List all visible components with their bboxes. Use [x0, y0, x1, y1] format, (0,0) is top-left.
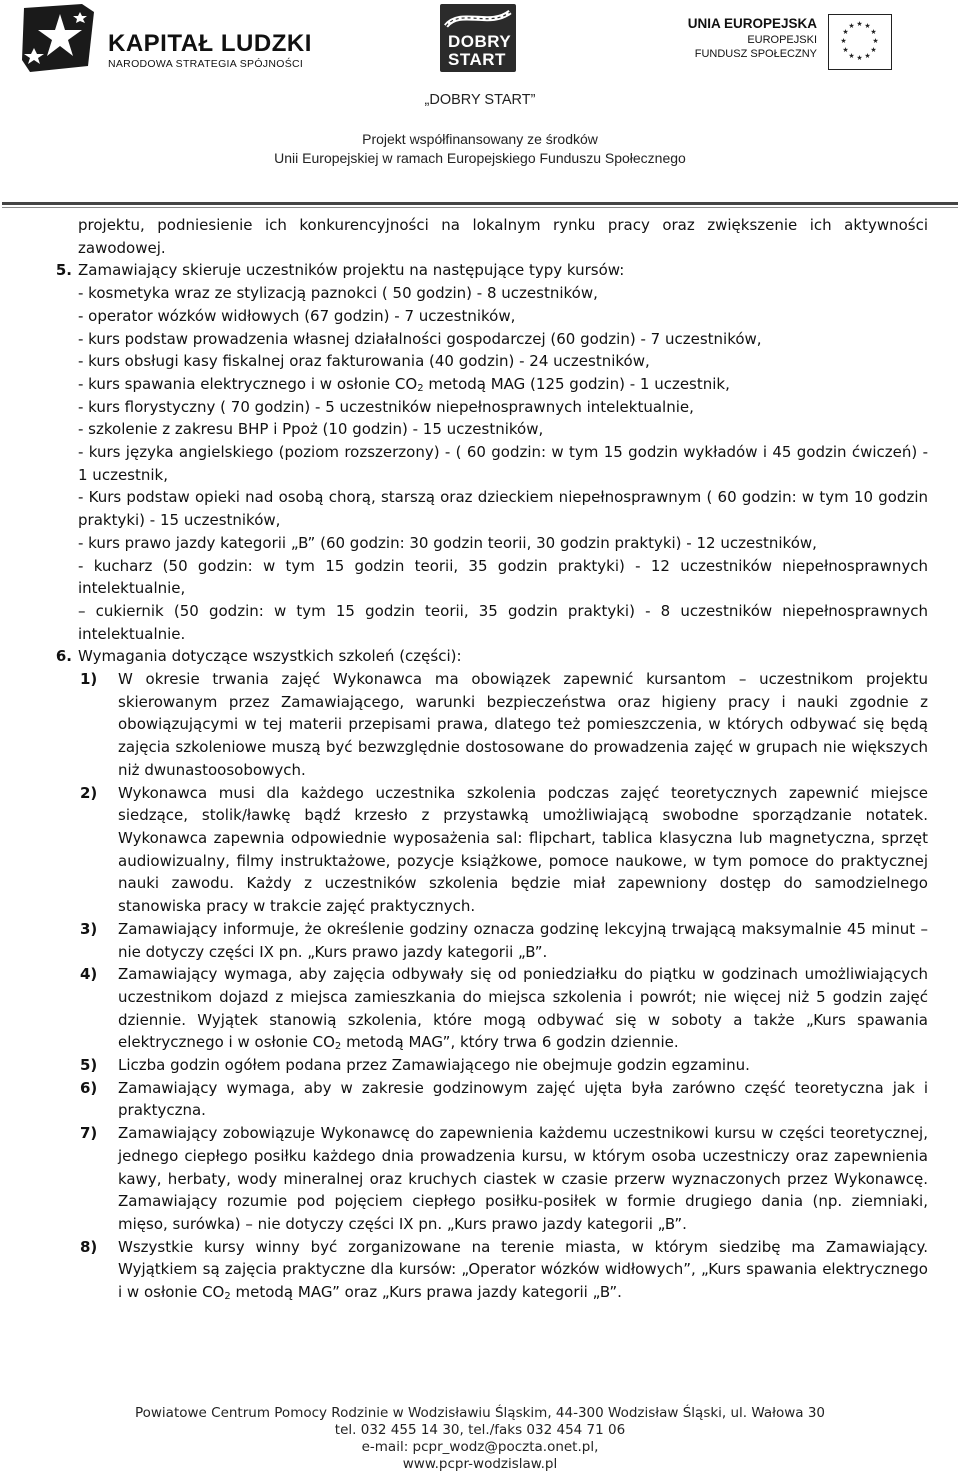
document-body [55, 214, 928, 1304]
page-footer [0, 1405, 960, 1473]
eu-line3: FUNDUSZ SPOŁECZNY [694, 48, 817, 60]
section-6-number: 6. [55, 647, 72, 666]
list-item: - kurs florystyczny ( 70 godzin) - 5 uczestników niepełnosprawnych intelektualnie, [78, 397, 694, 416]
requirement-item: 2) Wykonawca musi dla każdego uczestnika szkolenia podczas zajęć teoretycznych zapewnić miejsce siedzące, stolik/ławkę bądź krzesło z przystawką umożliwiającą swobodne sporządzanie notatek. Wykonawca zapewnia odpowiednie wyposażenia sal: flipchart, tablica klasyczna lub magnetyczna, sprzęt audiowizualny, filmy instruktażowe, pozycje książkowe, pomoce naukowe, w tym pomoce do praktycznej nauki zawodu. Każdy z uczestników szkolenia będzie miał zapewniony dostęp do samodzielnego stanowiska pracy w trakcie zajęć praktycznych. [80, 783, 928, 916]
footer-address: Powiatowe Centrum Pomocy Rodzinie w Wodzisławiu Śląskim, 44-300 Wodzisław Śląski, ul. Wałowa 30 [134, 1405, 826, 1421]
list-item: - kucharz (50 godzin: w tym 15 godzin teorii, 35 godzin praktyki) - 12 uczestników niepełnosprawnych intelektualnie, [78, 556, 928, 598]
list-item: - kurs języka angielskiego (poziom rozszerzony) - ( 60 godzin: w tym 15 godzin wykładów i 45 godzin ćwiczeń) - 1 uczestnik, [78, 443, 928, 484]
dobry-start-logo [440, 4, 516, 72]
list-item: - kurs prawo jazdy kategorii „B” (60 godzin: 30 godzin teorii, 30 godzin praktyki) - 12 uczestników, [78, 533, 817, 552]
list-item: - kurs podstaw prowadzenia własnej działalności gospodarczej (60 godzin) - 7 uczestników, [78, 329, 762, 348]
dobry-start-line1: DOBRY [448, 32, 512, 51]
eu-title: UNIA EUROPEJSKA [687, 16, 817, 31]
requirement-item: 1) W okresie trwania zajęć Wykonawca ma obowiązek zapewnić kursantom – uczestnikom projektu skierowanym przez Zamawiającego, warunki bezpieczeństwa oraz higieny pracy i nauki zgodnie z obowiązującymi w tej materii przepisami prawa, dlatego też pomieszczenia, w których odbywać się będą zajęcia szkoleniowe muszą być bezwzględnie dostosowane do prowadzenia zajęć w grupach nie większych niż dwunastoosobowych. [80, 670, 928, 779]
requirement-item: 5) Liczba godzin ogółem podana przez Zamawiającego nie obejmuje godzin egzaminu. [80, 1056, 750, 1075]
footer-website[interactable]: www.pcpr-wodzislaw.pl [402, 1456, 558, 1472]
svg-text:★: ★ [872, 37, 879, 45]
svg-text:★: ★ [848, 52, 855, 60]
list-item: - Kurs podstaw opieki nad osobą chorą, starszą oraz dzieckiem niepełnosprawnym ( 60 godzin: w tym 10 godzin praktyki) - 15 uczestników, [78, 488, 928, 530]
list-item: - kurs obsługi kasy fiskalnej oraz fakturowania (40 godzin) - 24 uczestników, [78, 352, 650, 371]
page-header [0, 0, 960, 210]
project-cofinancing-line1: Projekt współfinansowany ze środków [362, 131, 598, 147]
footer-email[interactable]: e-mail: pcpr_wodz@poczta.onet.pl, [361, 1439, 599, 1455]
list-item: - operator wózków widłowych (67 godzin) - 7 uczestników, [78, 306, 516, 325]
eu-efs-logo [687, 14, 940, 74]
section-6 [55, 645, 928, 668]
footer-phone: tel. 032 455 14 30, tel./faks 032 454 71 06 [334, 1422, 626, 1438]
eu-flag-icon [828, 14, 892, 70]
kapital-ludzki-title: KAPITAŁ LUDZKI [108, 30, 312, 57]
requirement-item: 4) Zamawiający wymaga, aby zajęcia odbywały się od poniedziałku do piątku w godzinach umożliwiających uczestnikom dojazd z miejsca zamieszkania do miejsca szkolenia i powrót; nie więcej niż 5 godzin zajęć dziennie. Wyjątek stanowią szkolenia, które mogą odbywać się w soboty a także „Kurs spawania elektrycznego i w osłonie $CO_2$ metodą MAG”, który trwa 6 godzin dziennie. [80, 965, 928, 1053]
header-divider [2, 202, 958, 205]
kapital-ludzki-subtitle: NARODOWA STRATEGIA SPÓJNOŚCI [108, 58, 304, 70]
list-item: – cukiernik (50 godzin: w tym 15 godzin teorii, 35 godzin praktyki) - 8 uczestników niepełnosprawnych intelektualnie. [78, 601, 928, 643]
project-name: „DOBRY START” [424, 92, 536, 108]
list-item: - kosmetyka wraz ze stylizacją paznokci ( 50 godzin) - 8 uczestników, [78, 284, 598, 303]
kapital-ludzki-logo [22, 4, 322, 74]
section-5-number: 5. [55, 261, 72, 280]
svg-text:★: ★ [856, 20, 863, 28]
svg-text:★: ★ [864, 52, 871, 60]
project-cofinancing-line2: Unii Europejskiej w ramach Europejskiego Funduszu Społecznego [274, 150, 686, 166]
dobry-start-line2: START [448, 50, 506, 69]
requirement-item: 6) Zamawiający wymaga, aby w zakresie godzinowym zajęć ujęta była zarówno część teoretyczna jak i praktyczna. [80, 1078, 928, 1120]
svg-text:★: ★ [842, 46, 849, 54]
header-divider-thin [2, 207, 958, 208]
list-item: - szkolenie z zakresu BHP i Ppoż (10 godzin) - 15 uczestników, [78, 420, 544, 439]
section-5-heading: Zamawiający skieruje uczestników projektu na następujące typy kursów: [78, 261, 625, 280]
svg-text:★: ★ [870, 46, 877, 54]
svg-text:★: ★ [840, 37, 847, 45]
intro-paragraph: projektu, podniesienie ich konkurencyjności na lokalnym rynku pracy oraz zwiększenie ich aktywności zawodowej. [78, 216, 928, 257]
svg-text:★: ★ [856, 54, 863, 62]
requirement-item: 3) Zamawiający informuje, że określenie godziny oznacza godzinę lekcyjną trwającą maksymalnie 45 minut – nie dotyczy części IX pn. „Kurs prawo jazdy kategorii „B”. [80, 919, 928, 961]
section-5 [55, 259, 928, 645]
list-item: - kurs spawania elektrycznego i w osłonie $CO_2$ metodą MAG (125 godzin) - 1 uczestnik, [78, 374, 730, 394]
section-6-heading: Wymagania dotyczące wszystkich szkoleń (części): [78, 647, 462, 666]
requirement-item: 7) Zamawiający zobowiązuje Wykonawcę do zapewnienia każdemu uczestnikowi kursu w części teoretycznej, jednego ciepłego posiłku każdego dnia prowadzenia kursu, w którym osoba uczestniczy oraz zapewnienia kawy, herbaty, wody mineralnej oraz kruchych ciastek w czasie przerw wyznaczonych przez Wykonawcę. Zamawiający rozumie pod pojęciem ciepłego posiłku-posiłek w formie drugiego dania (np. ziemniaki, mięso, surówka) – nie dotyczy części IX pn. „Kurs prawo jazdy kategorii „B”. [80, 1124, 928, 1233]
requirement-item: 8) Wszystkie kursy winny być zorganizowane na terenie miasta, w którym siedzibę ma Zamawiający. Wyjątkiem są zajęcia praktyczne dla kursów: „Operator wózków widłowych”, „Kurs spawania elektrycznego i w osłonie $CO_2$ metodą MAG” oraz „Kurs prawa jazdy kategorii „B”. [80, 1237, 928, 1303]
svg-text:★: ★ [848, 22, 855, 30]
svg-text:★: ★ [870, 28, 877, 36]
svg-text:★: ★ [842, 28, 849, 36]
kapital-ludzki-star-icon [22, 4, 100, 74]
svg-text:★: ★ [864, 22, 871, 30]
eu-line2: EUROPEJSKI [747, 34, 817, 46]
